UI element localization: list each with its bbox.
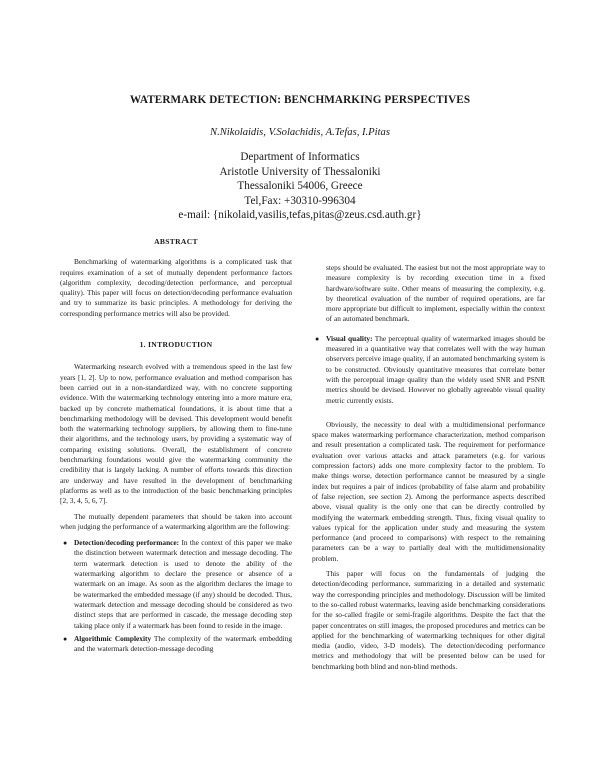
affiliation-phone: Tel,Fax: +30310-996304 bbox=[244, 194, 356, 207]
affiliation-university: Aristotle University of Thessaloniki bbox=[219, 165, 381, 178]
author-list: N.Nikolaidis, V.Solachidis, A.Tefas, I.Pitas bbox=[210, 127, 390, 138]
left-column bbox=[60, 237, 292, 654]
affiliation-city: Thessaloniki 54006, Greece bbox=[237, 180, 363, 193]
list-item-text: The perceptual quality of watermarked images should be measured in a quantitative way that correlates well with the way human observers perceive image quality, if an automated benchmarking system is to be constructed. Obviously quantitative measures that correlate better with the perceptual image quality than the widely used SNR and PSNR metrics should be devised. However no globally agreeable visual quality metric currently exists. bbox=[326, 333, 546, 405]
body-paragraph-2: This paper will focus on the fundamentals of judging the detection/decoding performance, summarizing in a detailed and systematic way the corresponding principles and methodology. Discussion will be limited to the so-called robust watermarks, leaving aside benchmarking considerations for the so-called fragile or semi-fragile algorithms. Despite the fact that the paper concentrates on still images, the proposed procedures and metrics can be applied for the benchmarking of watermarking techniques for other digital media (audio, video, 3-D models). The detection/decoding performance metrics and methodology that will be presented below can be used for benchmarking both blind and non-blind methods. bbox=[312, 569, 545, 671]
affiliation-department: Department of Informatics bbox=[240, 151, 360, 163]
affiliation-block bbox=[0, 150, 600, 223]
list-item bbox=[60, 634, 292, 655]
intro-paragraph-1: Watermarking research evolved with a tremendous speed in the last few years [1, 2]. Up to now, performance evaluation and method comparison has been carried out in a non-standardized way, with no concrete supporting evidence. With the watermarking technology entering into a more mature era, backed up by concrete mathematical foundations, it is about time that a benchmarking methodology will be devised. This development would benefit both the watermarking technology suppliers, by allowing them to fine-tune their algorithms, and the technology users, by providing a systematic way of comparing existing solutions. Overall, the establishment of concrete benchmarking foundations would give the watermarking community the credibility that is largely lacking. A number of efforts towards this direction are underway and have resulted in the development of benchmarking platforms as well as to the introduction of the basic benchmarking principles [2, 3, 4, 5, 6, 7]. bbox=[60, 362, 292, 506]
intro-paragraph-2: The mutually dependent parameters that should be taken into account when judging the performance of a watermarking algorithm are the following: bbox=[60, 511, 292, 531]
performance-factor-list bbox=[60, 538, 292, 654]
visual-quality-list bbox=[312, 334, 545, 406]
affiliation-email: e-mail: {nikolaid,vasilis,tefas,pitas@zeus.csd.auth.gr} bbox=[178, 209, 422, 222]
introduction-heading: 1. INTRODUCTION bbox=[139, 340, 213, 350]
body-paragraph-1: Obviously, the necessity to deal with a multidimensional performance space makes watermarking performance characterization, method comparison and result presentation a complicated task. The requirement for performance evaluation over various attacks and attack parameters (e.g. for various compression factors) adds one more complexity factor to the problem. To make things worse, detection performance cannot be measured by a single index but requires a pair of indices (probability of false alarm and probability of false rejection, see section 2). Among the performance aspects described above, visual quality is the only one that can be directly controlled by modifying the watermark embedding strength. Thus, fixing visual quality to values typical for the application under study and measuring the system performance (and proceed to comparisons) with respect to the remaining parameters can be a way to partially deal with the multidimensionality problem. bbox=[312, 419, 545, 563]
right-column bbox=[312, 263, 545, 672]
list-item bbox=[312, 334, 545, 406]
bullet-icon: ● bbox=[315, 334, 320, 343]
list-item-text: The complexity of the watermark embedding and the watermark detection-message decoding bbox=[74, 633, 293, 654]
complexity-continuation: steps should be evaluated. The easiest but not the most appropriate way to measure complexity is by recording execution time in a fixed hardware/software suite. Other means of measuring the complexity, e.g. by theoretical evaluation of the number of required operations, are far more appropriate but difficult to implement, especially within the context of an automated benchmark. bbox=[326, 263, 545, 324]
list-item-text: In the context of this paper we make the distinction between watermark detection and message decoding. The term watermark detection is used to denote the ability of the watermarking algorithm to declare the presence or absence of a watermark on an image. As soon as the algorithm declares the image to be watermarked the embedded message (if any) should be decoded. Thus, watermark detection and message decoding should be considered as two distinct steps that are performed in cascade, the message decoding step taking place only if a watermark has been found to reside in the image. bbox=[74, 538, 292, 630]
bullet-icon: ● bbox=[63, 539, 68, 548]
list-item bbox=[60, 538, 292, 631]
paper-title: WATERMARK DETECTION: BENCHMARKING PERSPECTIVES bbox=[129, 94, 471, 106]
list-item-lead: Detection/decoding performance: bbox=[74, 538, 180, 548]
abstract-heading: ABSTRACT bbox=[154, 237, 198, 246]
list-item-lead: Visual quality: bbox=[326, 333, 373, 343]
list-item-lead: Algorithmic Complexity bbox=[74, 633, 152, 643]
bullet-icon: ● bbox=[63, 634, 68, 643]
abstract-text: Benchmarking of watermarking algorithms is a complicated task that requires examination of a set of mutually dependent performance factors (algorithm complexity, decoding/detection performance, and perceptual quality). This paper will focus on detection/decoding performance evaluation and try to summarize its basic principles. A methodology for deriving the corresponding performance metrics will also be provided. bbox=[60, 257, 292, 318]
